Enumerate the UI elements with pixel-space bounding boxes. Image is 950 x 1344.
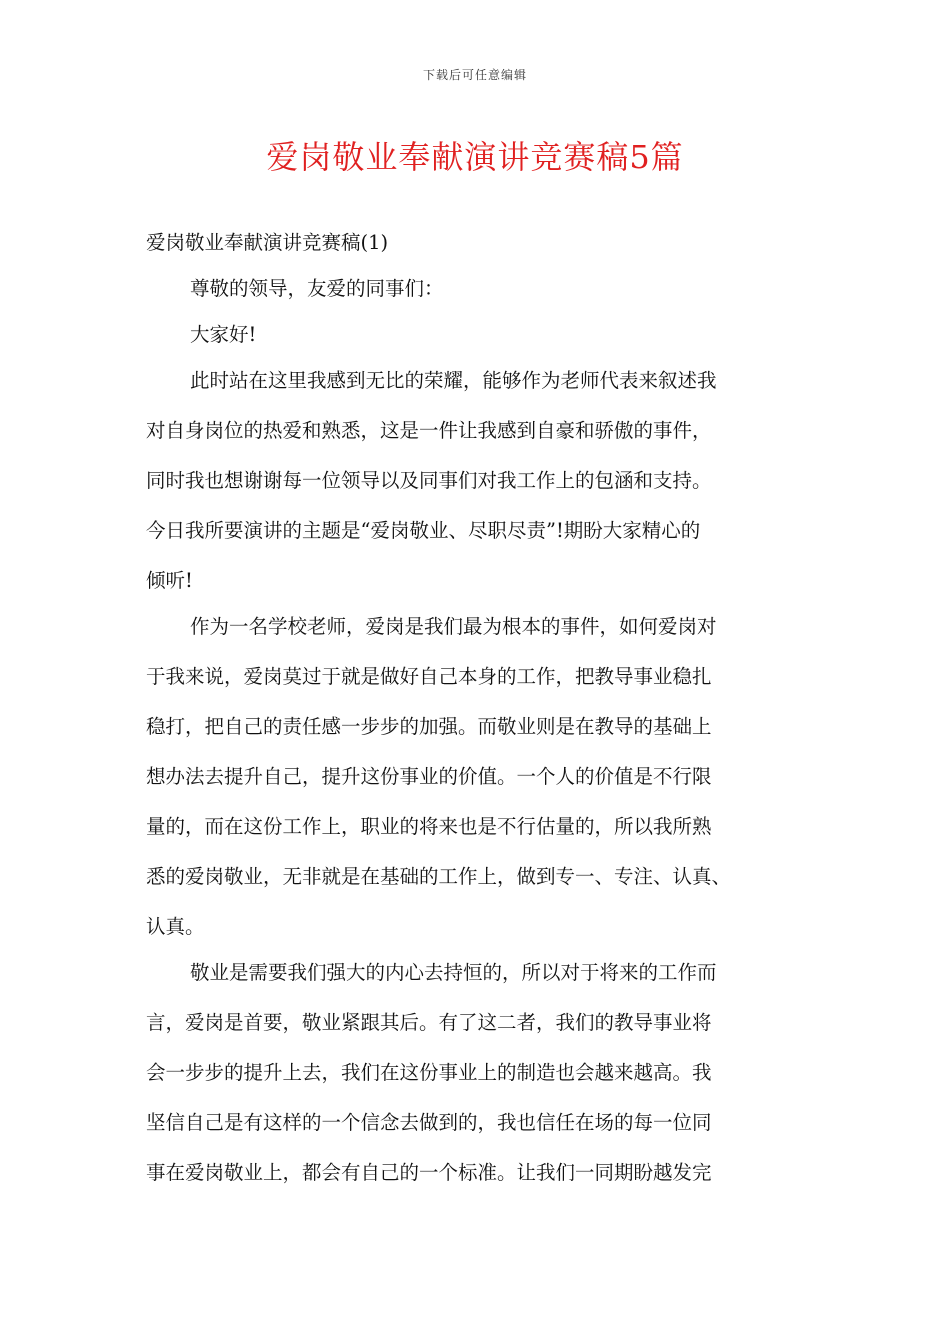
paragraph-line: 同时我也想谢谢每一位领导以及同事们对我工作上的包涵和支持。 <box>146 469 712 492</box>
paragraph-1 <box>146 364 810 598</box>
paragraph-line: 稳打，把自己的责任感一步步的加强。而敬业则是在教导的基础上 <box>146 715 712 738</box>
greeting: 大家好! <box>190 323 257 346</box>
paragraph-line: 认真。 <box>146 915 205 938</box>
paragraph-line: 对自身岗位的热爱和熟悉，这是一件让我感到自豪和骄傲的事件， <box>146 419 712 442</box>
paragraph-line: 坚信自己是有这样的一个信念去做到的，我也信任在场的每一位同 <box>146 1111 712 1134</box>
paragraph-line: 悉的爱岗敬业，无非就是在基础的工作上，做到专一、专注、认真、 <box>146 865 732 888</box>
salutation: 尊敬的领导，友爱的同事们： <box>190 277 444 300</box>
paragraph-line: 今日我所要演讲的主题是“爱岗敬业、尽职尽责”!期盼大家精心的 <box>146 519 701 542</box>
paragraph-line: 倾听! <box>146 569 193 592</box>
paragraph-line: 言，爱岗是首要，敬业紧跟其后。有了这二者，我们的教导事业将 <box>146 1011 712 1034</box>
document-body <box>146 226 810 1202</box>
paragraph-line: 会一步步的提升上去，我们在这份事业上的制造也会越来越高。我 <box>146 1061 712 1084</box>
document-title: 爱岗敬业奉献演讲竞赛稿5篇 <box>266 138 684 176</box>
paragraph-3 <box>146 956 810 1190</box>
paragraph-2 <box>146 610 810 944</box>
paragraph-line: 事在爱岗敬业上，都会有自己的一个标准。让我们一同期盼越发完 <box>146 1161 712 1184</box>
paragraph-line: 于我来说，爱岗莫过于就是做好自己本身的工作，把教导事业稳扎 <box>146 665 712 688</box>
header-note: 下载后可任意编辑 <box>422 68 527 82</box>
paragraph-line: 作为一名学校老师，爱岗是我们最为根本的事件，如何爱岗对 <box>190 615 717 638</box>
section-heading: 爱岗敬业奉献演讲竞赛稿(1) <box>146 231 389 254</box>
paragraph-line: 敬业是需要我们强大的内心去持恒的，所以对于将来的工作而 <box>190 961 717 984</box>
paragraph-line: 量的，而在这份工作上，职业的将来也是不行估量的，所以我所熟 <box>146 815 712 838</box>
paragraph-line: 此时站在这里我感到无比的荣耀，能够作为老师代表来叙述我 <box>190 369 717 392</box>
paragraph-line: 想办法去提升自己，提升这份事业的价值。一个人的价值是不行限 <box>146 765 712 788</box>
